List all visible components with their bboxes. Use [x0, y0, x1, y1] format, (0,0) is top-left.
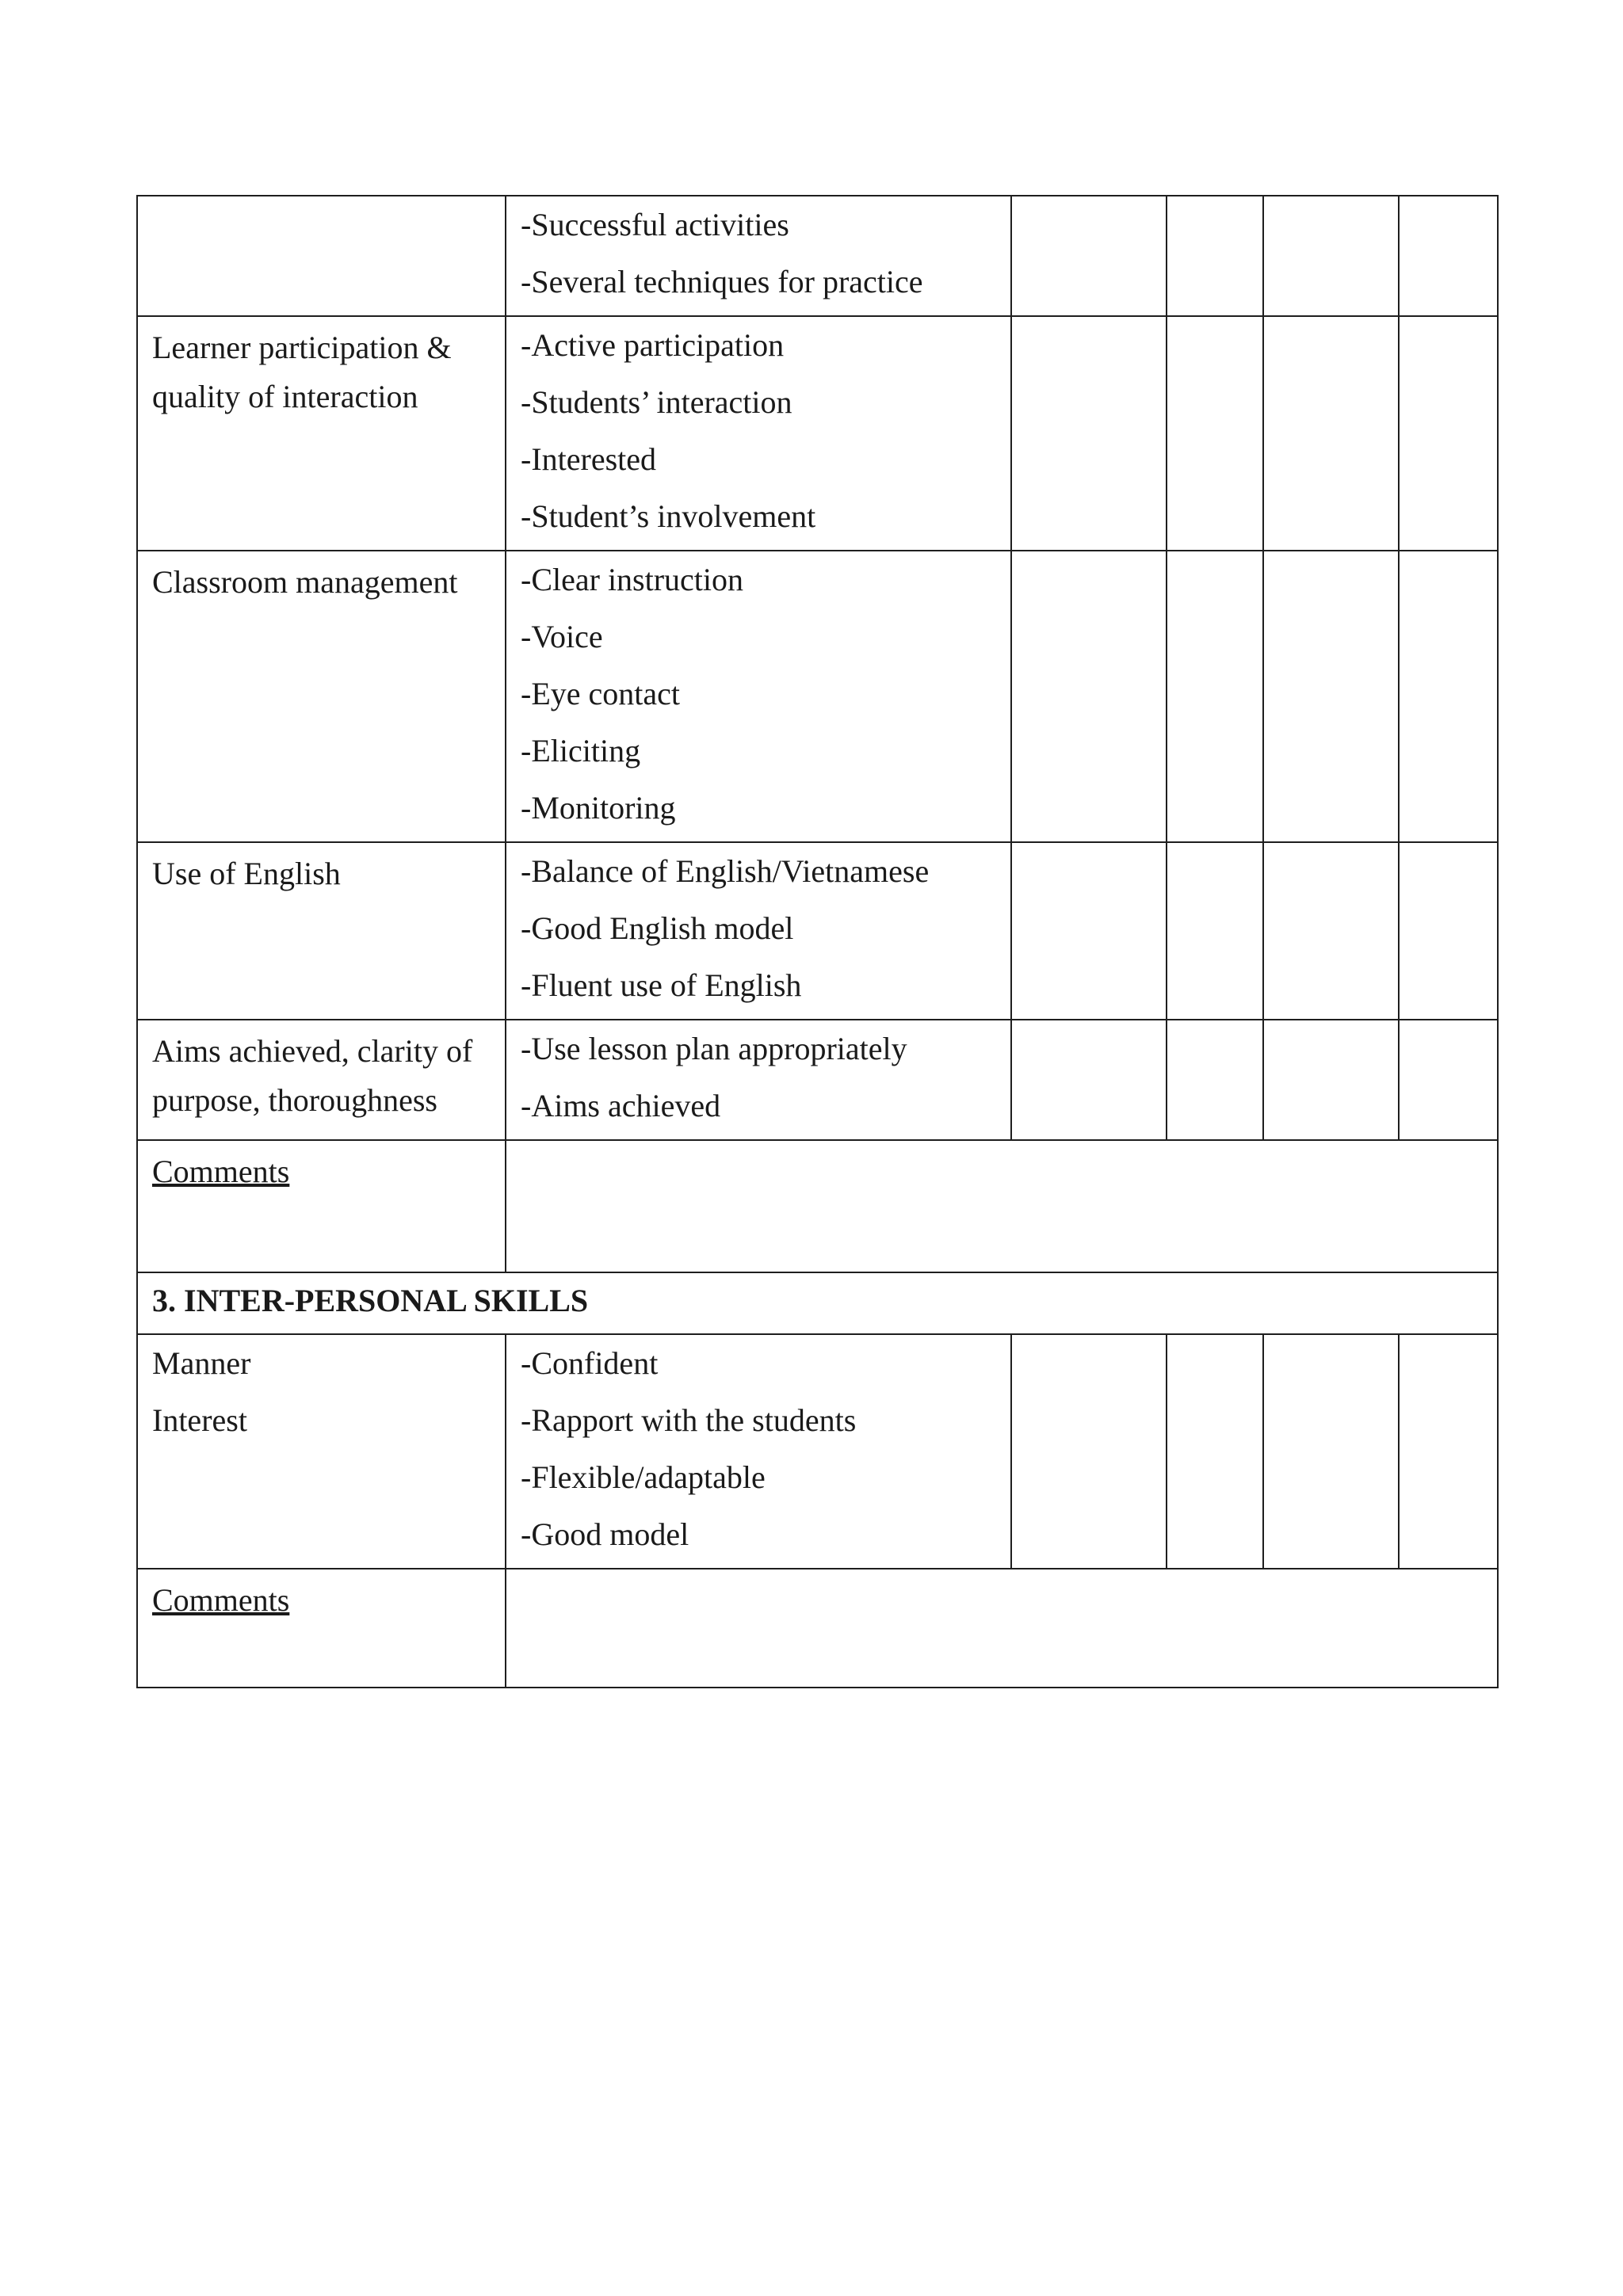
descriptor-item: -Student’s involvement: [521, 498, 816, 534]
comments-label: Comments: [152, 1154, 290, 1189]
evaluation-table: [136, 195, 1499, 1688]
score-cell[interactable]: [1263, 1020, 1399, 1140]
score-cell[interactable]: [1167, 316, 1263, 551]
criterion-text: Interest: [152, 1402, 247, 1438]
table-row: [137, 1334, 1498, 1569]
score-cell[interactable]: [1011, 196, 1167, 316]
descriptor-item: -Eliciting: [521, 733, 641, 769]
comments-row: [137, 1140, 1498, 1272]
descriptor-item: -Successful activities: [521, 207, 789, 242]
section-heading: 3. INTER-PERSONAL SKILLS: [152, 1283, 589, 1318]
criterion-text: Manner: [152, 1345, 251, 1381]
score-cell[interactable]: [1011, 1334, 1167, 1569]
criterion-cell: [137, 316, 506, 551]
descriptor-item: -Fluent use of English: [521, 967, 802, 1003]
comments-field[interactable]: [506, 1569, 1498, 1688]
score-cell[interactable]: [1011, 842, 1167, 1020]
descriptor-item: -Use lesson plan appropriately: [521, 1031, 907, 1066]
descriptor-item: -Good English model: [521, 910, 794, 946]
score-cell[interactable]: [1167, 1020, 1263, 1140]
descriptor-cell: [506, 551, 1011, 842]
table-row: [137, 842, 1498, 1020]
criterion-text: Learner participation & quality of interaction: [152, 330, 452, 414]
descriptor-item: -Balance of English/Vietnamese: [521, 853, 930, 889]
comments-label-cell: [137, 1569, 506, 1688]
criterion-cell: [137, 196, 506, 316]
descriptor-item: -Active participation: [521, 327, 785, 363]
score-cell[interactable]: [1263, 1334, 1399, 1569]
score-cell[interactable]: [1011, 551, 1167, 842]
score-cell[interactable]: [1399, 842, 1498, 1020]
table-row: [137, 1020, 1498, 1140]
table-row: [137, 316, 1498, 551]
score-cell[interactable]: [1167, 842, 1263, 1020]
descriptor-item: -Rapport with the students: [521, 1402, 857, 1438]
score-cell[interactable]: [1399, 551, 1498, 842]
score-cell[interactable]: [1263, 196, 1399, 316]
score-cell[interactable]: [1399, 316, 1498, 551]
criterion-cell: [137, 1020, 506, 1140]
score-cell[interactable]: [1167, 1334, 1263, 1569]
descriptor-item: -Aims achieved: [521, 1088, 721, 1123]
descriptor-cell: [506, 842, 1011, 1020]
criterion-cell: [137, 842, 506, 1020]
score-cell[interactable]: [1263, 551, 1399, 842]
criterion-text: Classroom management: [152, 564, 458, 600]
comments-label-cell: [137, 1140, 506, 1272]
descriptor-item: -Clear instruction: [521, 562, 744, 597]
descriptor-item: -Interested: [521, 441, 657, 477]
criterion-text: Use of English: [152, 856, 341, 891]
descriptor-cell: [506, 196, 1011, 316]
comments-field[interactable]: [506, 1140, 1498, 1272]
descriptor-item: -Several techniques for practice: [521, 264, 923, 299]
section-heading-row: [137, 1272, 1498, 1334]
score-cell[interactable]: [1167, 551, 1263, 842]
descriptor-cell: [506, 316, 1011, 551]
descriptor-item: -Eye contact: [521, 676, 680, 711]
criterion-cell: [137, 1334, 506, 1569]
comments-label: Comments: [152, 1582, 290, 1618]
score-cell[interactable]: [1263, 842, 1399, 1020]
descriptor-item: -Confident: [521, 1345, 659, 1381]
score-cell[interactable]: [1011, 316, 1167, 551]
descriptor-item: -Flexible/adaptable: [521, 1459, 766, 1495]
score-cell[interactable]: [1399, 196, 1498, 316]
score-cell[interactable]: [1011, 1020, 1167, 1140]
comments-row: [137, 1569, 1498, 1688]
descriptor-item: -Monitoring: [521, 790, 676, 826]
table-row: [137, 196, 1498, 316]
score-cell[interactable]: [1167, 196, 1263, 316]
descriptor-item: -Voice: [521, 619, 603, 654]
score-cell[interactable]: [1399, 1020, 1498, 1140]
section-heading-cell: [137, 1272, 1498, 1334]
score-cell[interactable]: [1399, 1334, 1498, 1569]
descriptor-item: -Good model: [521, 1516, 689, 1552]
table-row: [137, 551, 1498, 842]
descriptor-cell: [506, 1334, 1011, 1569]
criterion-cell: [137, 551, 506, 842]
descriptor-item: -Students’ interaction: [521, 384, 792, 420]
score-cell[interactable]: [1263, 316, 1399, 551]
criterion-text: Aims achieved, clarity of purpose, thoroughness: [152, 1033, 473, 1118]
descriptor-cell: [506, 1020, 1011, 1140]
